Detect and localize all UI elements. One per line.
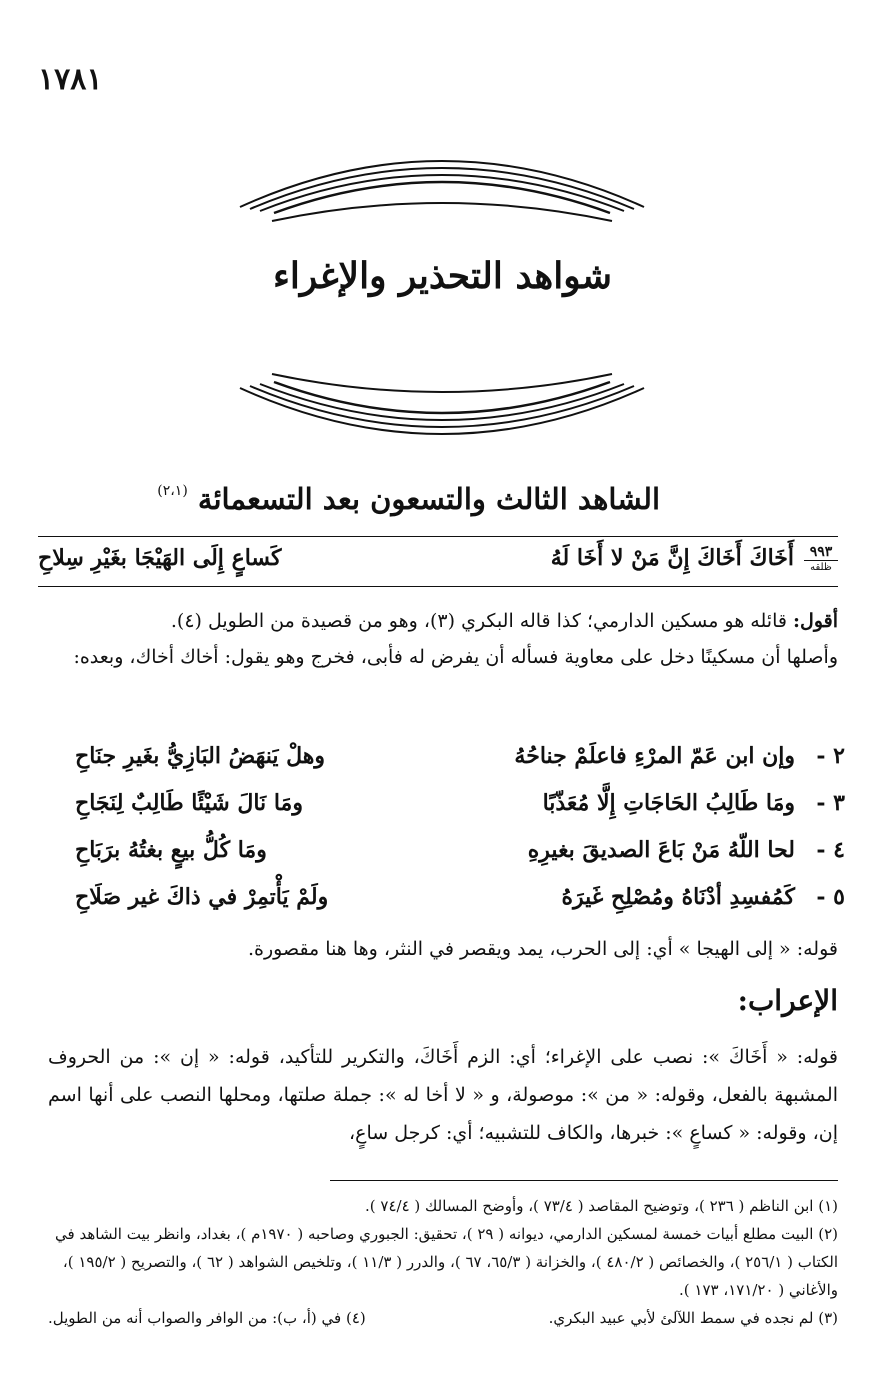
verse-meter-mark: ظلقه [810, 562, 832, 573]
footnote-2: (٢) البيت مطلع أبيات خمسة لمسكين الدارمي، ديوانه ( ٢٩ )، تحقيق: الجبوري وصاحبه ( ١٩٧٠م )، بغداد، وانظر بيت الشاهد في الكتاب ( ٢٥٦/١ )، والخصائص ( ٤٨٠/٢ )، والخزانة ( ٦٥/٣، ٦٧ )، والدرر ( ١١/٣ )، وتلخيص الشواهد ( ٦٢ )، والتصريح ( ١٩٥/٢ )، والأغاني ( ١٧١/٢٠، ١٧٣ ). [55, 1225, 838, 1299]
verse-top-rule [38, 536, 838, 537]
bottom-ornament [232, 362, 652, 442]
verse-hemistich-2: كَساعٍ إِلَى الهَيْجَا بغَيْرِ سِلاحِ [38, 545, 282, 571]
poem-line [75, 837, 845, 884]
poem-hemistich-2: وهلْ يَنهَضُ البَازِيُّ بغَيرِ جنَاحِ [75, 743, 326, 769]
main-verse [38, 545, 838, 577]
poem-line [75, 790, 845, 837]
poem-line-number: ٤ - [816, 837, 845, 863]
poem-line-number: ٢ - [816, 743, 845, 769]
irab-paragraph: قوله: « أَخَاكَ »: نصب على الإغراء؛ أي: الزم أَخَاكَ، والتكرير للتأكيد، قوله: « إن »: من الحروف المشبهة بالفعل، وقوله: « من »: موصولة، و « لا أخا له »: جملة صلتها، ومحلها النصب على أنها اسم إن، وقوله: « كساعٍ »: خبرها، والكاف للتشبيه؛ أي: كرجل ساعٍ، [48, 1046, 838, 1144]
poem-hemistich-2: ولَمْ يَأْتمِرْ في ذاكَ غير صَلَاحِ [75, 884, 329, 910]
verse-number: ٩٩٣ [804, 545, 838, 561]
poem-hemistich-2: ومَا كُلُّ بيعٍ بغتُهُ برَبَاحِ [75, 837, 267, 863]
commentary-paragraph-2: وأصلها أن مسكينًا دخل على معاوية فسأله أن يفرض له فأبى، فخرج وهو يقول: أخاك أخاك، وبعده: [73, 646, 838, 668]
commentary-text-1: قائله هو مسكين الدارمي؛ كذا قاله البكري (٣)، وهو من قصيدة من الطويل (٤). [170, 610, 787, 632]
commentary-paragraph-1 [48, 603, 838, 639]
verse-bottom-rule [38, 586, 838, 587]
witness-title: الشاهد الثالث والتسعون بعد التسعمائة [197, 482, 660, 516]
poem-hemistich-1: كَمُفسِدِ أدْنَاهُ ومُصْلِحِ غَيرَهُ [561, 884, 795, 910]
poem-line [75, 884, 845, 931]
footnote-3: (٣) لم نجده في سمط اللآلئ لأبي عبيد البكري. [548, 1309, 838, 1327]
chapter-title: شواهد التحذير والإغراء [272, 255, 613, 297]
poem-line-number: ٣ - [816, 790, 845, 816]
verse-hemistich-1: أَخَاكَ أَخَاكَ إِنَّ مَنْ لا أَخَا لَهُ [550, 545, 794, 571]
top-ornament [232, 155, 652, 235]
footnotes [48, 1192, 838, 1332]
irab-text [48, 1038, 838, 1152]
footnote-4: (٤) في (أ، ب): من الوافر والصواب أنه من الطويل. [48, 1309, 366, 1327]
witness-heading [157, 482, 660, 516]
commentary [48, 603, 838, 675]
commentary-lead: أقول: [793, 610, 838, 632]
verse-number-block [804, 545, 838, 575]
poem-hemistich-1: وإن ابن عَمّ المرْءِ فاعلَمْ جناحُهُ [514, 743, 795, 769]
footnotes-3-4 [48, 1304, 838, 1332]
poem-line-number: ٥ - [816, 884, 845, 910]
poem-hemistich-1: لحا اللّهُ مَنْ بَاعَ الصديقَ بغيرِهِ [527, 837, 795, 863]
irab-heading: الإعراب: [737, 984, 838, 1017]
poem-hemistich-1: ومَا طَالِبُ الحَاجَاتِ إِلَّا مُعَذّبًا [542, 790, 795, 816]
page-number: ١٧٨١ [38, 62, 103, 97]
lexical-note: قوله: « إلى الهيجا » أي: إلى الحرب، يمد ويقصر في النثر، وها هنا مقصورة. [247, 938, 838, 960]
footnote-rule [330, 1180, 838, 1181]
poem-hemistich-2: ومَا نَالَ شَيْئًا طَالِبٌ لِنَجَاحِ [75, 790, 303, 816]
witness-footnote-marks: (٢،١) [157, 483, 188, 499]
poem-line [75, 743, 845, 790]
poem-lines [75, 743, 845, 931]
footnote-1: (١) ابن الناظم ( ٢٣٦ )، وتوضيح المقاصد ( ٧٣/٤ )، وأوضح المسالك ( ٧٤/٤ ). [365, 1197, 838, 1215]
